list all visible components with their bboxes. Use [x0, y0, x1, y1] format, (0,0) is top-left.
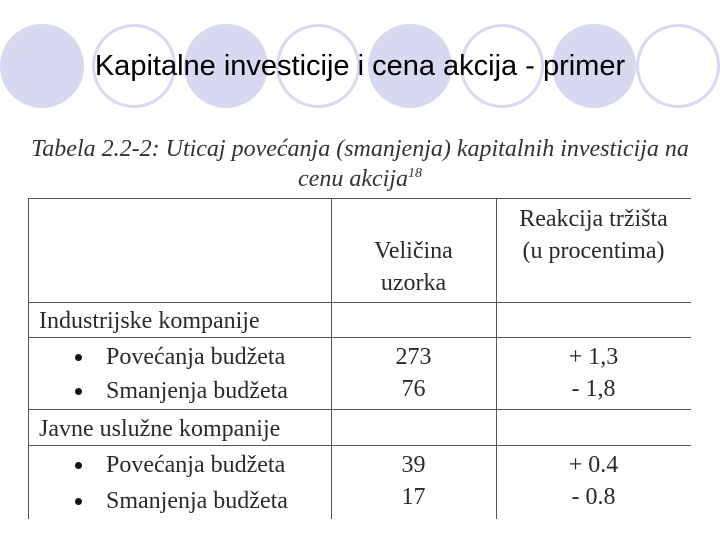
list-item	[75, 485, 288, 517]
row-label: Povećanja budžeta	[106, 452, 286, 478]
sample-value: 39	[401, 452, 426, 478]
bullet-icon	[75, 388, 82, 395]
header-market-reaction-line1: Reakcija tržišta	[519, 206, 668, 232]
slide-title: Kapitalne investicije i cena akcija - primer	[94, 50, 626, 82]
data-table	[28, 198, 691, 519]
row-label: Povećanja budžeta	[106, 344, 286, 370]
list-item	[75, 341, 285, 373]
header-market-reaction	[496, 203, 691, 267]
list-item	[75, 449, 285, 481]
section-label: Javne uslužne kompanije	[39, 416, 281, 442]
table-divider	[29, 409, 691, 410]
footnote-mark: 18	[407, 166, 422, 181]
row-label: Smanjenja budžeta	[106, 378, 288, 404]
table-divider	[29, 337, 691, 338]
sample-value: 76	[401, 376, 426, 402]
sample-value: 17	[401, 484, 426, 510]
table-caption-line2	[30, 166, 690, 193]
section-label: Industrijske kompanije	[39, 308, 260, 334]
bullet-icon	[75, 462, 82, 469]
reaction-value: - 1,8	[571, 376, 616, 402]
bullet-icon	[75, 354, 82, 361]
sample-value: 273	[395, 344, 432, 370]
reaction-value: + 1,3	[568, 344, 619, 370]
header-sample-size-line2: uzorka	[380, 270, 447, 296]
header-sample-size	[331, 235, 496, 299]
reaction-value: - 0.8	[571, 484, 616, 510]
list-item	[75, 375, 288, 407]
row-label: Smanjenja budžeta	[106, 488, 288, 514]
table-caption-text: cenu akcija	[298, 166, 408, 192]
table-divider	[29, 302, 691, 303]
header-sample-size-line1: Veličina	[374, 238, 453, 264]
table-caption-line1: Tabela 2.2-2: Uticaj povećanja (smanjenja) kapitalnih investicija na	[31, 136, 689, 162]
reaction-value: + 0.4	[568, 452, 619, 478]
table-divider	[29, 445, 691, 446]
bullet-icon	[75, 498, 82, 505]
header-market-reaction-line2: (u procentima)	[522, 238, 665, 264]
